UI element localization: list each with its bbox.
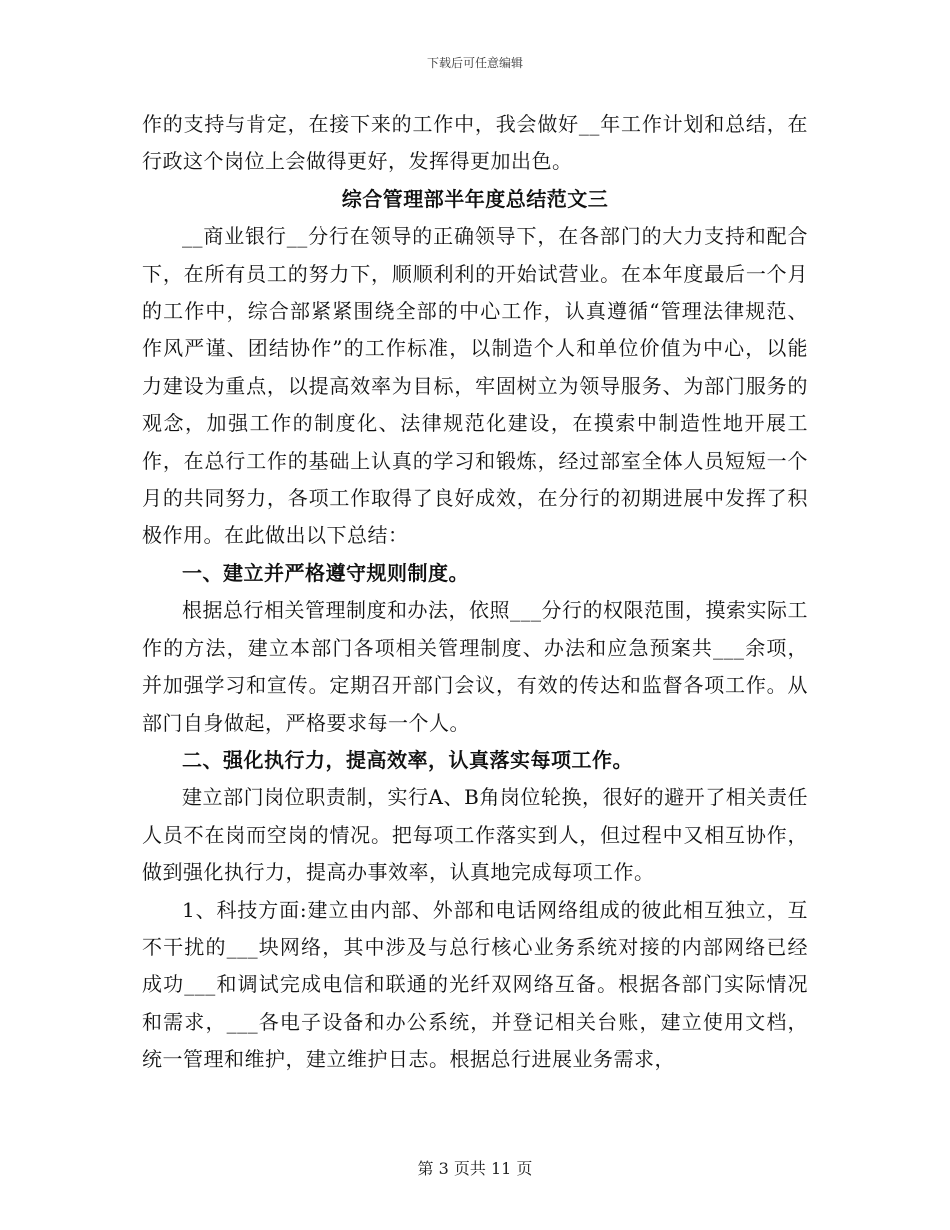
heading-execution: 二、强化执行力，提高效率，认真落实每项工作。 — [182, 747, 633, 772]
section-title: 综合管理部半年度总结范文三 — [341, 186, 609, 211]
paragraph-rules: 根据总行相关管理制度和办法，依照___分行的权限范围，摸索实际工作的方法，建立本部门各项相关管理制度、办法和应急预案共___余项，并加强学习和宣传。定期召开部门会议，有效的传达和监督各项工作。从部门自身做起，严格要求每一个人。 — [142, 598, 808, 735]
paragraph-execution: 建立部门岗位职责制，实行A、B角岗位轮换，很好的避开了相关责任人员不在岗而空岗的情况。把每项工作落实到人，但过程中又相互协作，做到强化执行力，提高办事效率，认真地完成每项工作。 — [142, 785, 808, 885]
paragraph-continuation: 作的支持与肯定，在接下来的工作中，我会做好__年工作计划和总结，在行政这个岗位上会做得更好，发挥得更加出色。 — [142, 112, 808, 174]
page-footer: 第 3 页共 11 页 — [417, 1159, 533, 1178]
document-body — [142, 106, 808, 1079]
paragraph-technology: 1、科技方面:建立由内部、外部和电话网络组成的彼此相互独立，互不干扰的___块网络，其中涉及与总行核心业务系统对接的内部网络已经成功___和调试完成电信和联通的光纤双网络互备。根据各部门实际情况和需求，___各电子设备和办公系统，并登记相关台账，建立使用文档，统一管理和维护，建立维护日志。根据总行进展业务需求， — [142, 897, 808, 1072]
page-header: 下载后可任意编辑 — [426, 56, 523, 70]
paragraph-intro: __商业银行__分行在领导的正确领导下，在各部门的大力支持和配合下，在所有员工的努力下，顺顺利利的开始试营业。在本年度最后一个月的工作中，综合部紧紧围绕全部的中心工作，认真遵循“管理法律规范、作风严谨、团结协作”的工作标准，以制造个人和单位价值为中心，以能力建设为重点，以提高效率为目标，牢固树立为领导服务、为部门服务的观念，加强工作的制度化、法律规范化建设，在摸索中制造性地开展工作，在总行工作的基础上认真的学习和锻炼，经过部室全体人员短短一个月的共同努力，各项工作取得了良好成效，在分行的初期进展中发挥了积极作用。在此做出以下总结： — [142, 224, 808, 548]
heading-rules: 一、建立并严格遵守规则制度。 — [182, 560, 469, 585]
